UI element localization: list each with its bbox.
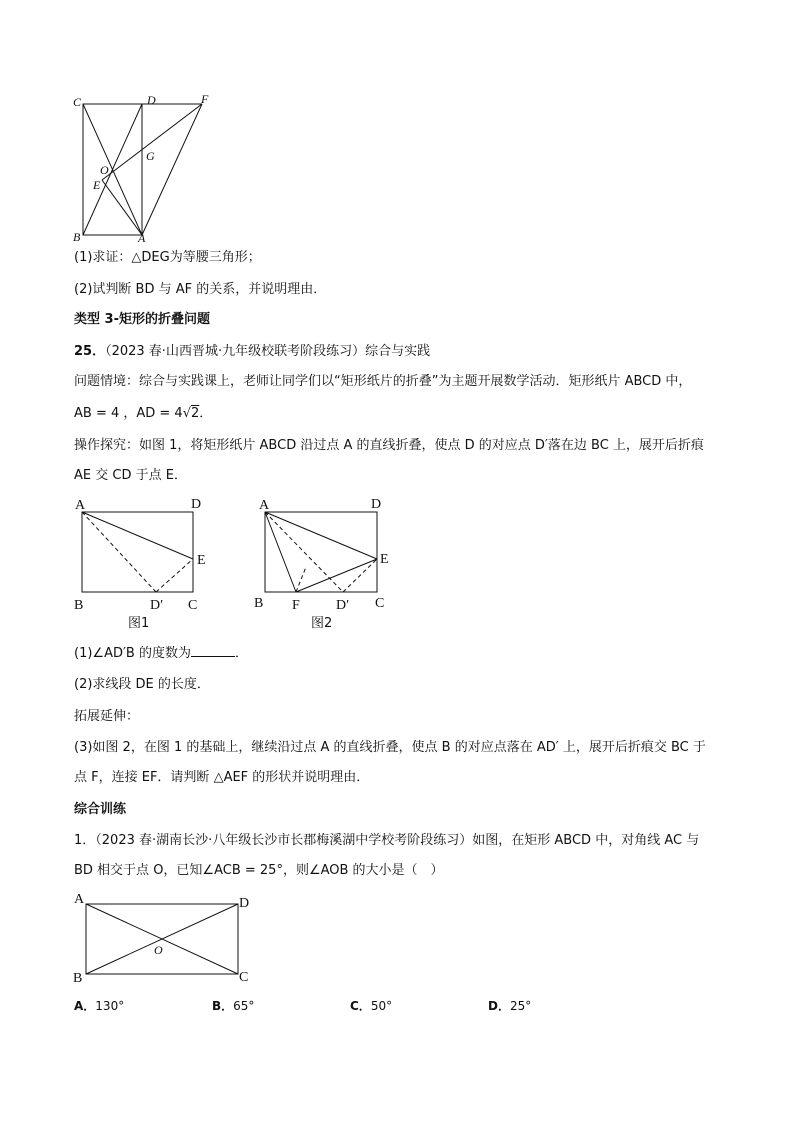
choice-a-value: 130°: [95, 999, 125, 1013]
q25-part1: [74, 644, 248, 663]
choice-a[interactable]: [74, 998, 124, 1014]
q25-situation-line2: [74, 405, 212, 423]
segment-fe: [102, 104, 202, 180]
label-a: A: [138, 231, 146, 244]
label-e: E: [197, 553, 206, 568]
segment-af: [142, 104, 202, 235]
q25-header: [74, 343, 430, 361]
q25-part1-text: (1)∠AD′B 的度数为: [74, 646, 191, 661]
dashed-d-prime-e: [343, 559, 377, 592]
label-c: C: [188, 598, 198, 613]
label-a: A: [74, 892, 85, 907]
label-c: C: [375, 596, 385, 611]
label-b: B: [74, 598, 84, 613]
fold-line-ae: [265, 512, 377, 559]
label-c: C: [239, 970, 249, 985]
q25-part3-line1: (3)如图 2，在图 1 的基础上，继续沿过点 A 的直线折叠，使点 B 的对应点落在 AD′ 上，展开后折痕交 BC 于: [74, 740, 706, 755]
label-b: B: [254, 596, 264, 611]
q25-source: （2023 春·山西晋城·九年级校联考阶段练习）综合与实践: [105, 344, 431, 359]
label-d-prime: D′: [336, 598, 350, 613]
choice-c-letter: C．: [350, 999, 371, 1013]
q25-part1-end: ．: [234, 646, 248, 661]
q25-period: ．: [199, 406, 213, 421]
dashed-ad-prime: [265, 512, 343, 592]
q25-situation-line1: 问题情境：综合与实践课上，老师让同学们以“矩形纸片的折叠”为主题开展数学活动．矩形纸片 ABCD 中，: [74, 374, 692, 389]
label-d: D: [191, 497, 202, 512]
choice-a-letter: A．: [74, 999, 96, 1013]
label-o: O: [100, 163, 109, 177]
q25-part2: (2)求线段 DE 的长度．: [74, 677, 210, 692]
figure-rectangle-diagonals: [70, 890, 260, 988]
figure-2-caption: 图2: [311, 616, 333, 631]
q25-number: 25．: [74, 344, 106, 359]
dashed-ad-prime: [82, 512, 156, 592]
choice-b[interactable]: [212, 998, 254, 1014]
label-d-prime: D′: [150, 598, 164, 613]
section-heading-type3: 类型 3-矩形的折叠问题: [74, 312, 210, 327]
choice-c[interactable]: [350, 998, 392, 1014]
q25-explore-line1: 操作探究：如图 1，将矩形纸片 ABCD 沿过点 A 的直线折叠，使点 D 的对应点 D′落在边 BC 上，展开后折痕: [74, 438, 704, 453]
label-f: F: [292, 598, 300, 613]
label-c: C: [73, 95, 82, 109]
choice-d-value: 25°: [509, 999, 532, 1013]
choice-d-letter: D．: [488, 999, 510, 1013]
choice-c-value: 50°: [370, 999, 393, 1013]
label-d: D: [147, 93, 156, 107]
q25-explore-line2: AE 交 CD 于点 E．: [74, 468, 187, 483]
q25-part3-line2: 点 F，连接 EF．请判断 △AEF 的形状并说明理由．: [74, 770, 370, 785]
figure-rectangle-abcd-with-af: [66, 92, 226, 244]
figure-2-fold: [250, 494, 400, 634]
label-e: E: [380, 552, 389, 567]
q25-given-lengths: AB = 4 ，AD = 4: [74, 406, 183, 421]
label-f: F: [201, 92, 209, 106]
label-e: E: [93, 178, 101, 192]
section-heading-comprehensive: 综合训练: [74, 802, 127, 817]
sqrt-radicand: 2: [191, 406, 200, 421]
label-b: B: [73, 230, 81, 244]
answer-blank[interactable]: [191, 644, 235, 657]
q24-part1: (1)求证：△DEG为等腰三角形；: [74, 250, 261, 265]
figure-1-caption: 图1: [128, 616, 150, 631]
label-g: G: [146, 149, 155, 163]
choice-d[interactable]: [488, 998, 531, 1014]
q1-line2: BD 相交于点 O，已知∠ACB = 25°，则∠AOB 的大小是（ ）: [74, 863, 444, 878]
q1-line1: 1．（2023 春·湖南长沙·八年级长沙市长郡梅溪湖中学校考阶段练习）如图，在矩形 ABCD 中，对角线 AC 与: [74, 833, 700, 848]
choice-b-letter: B．: [212, 999, 234, 1013]
choice-b-value: 65°: [233, 999, 255, 1013]
dashed-d-prime-e: [156, 559, 193, 592]
fold-line-ae: [82, 512, 193, 559]
q24-part2: (2)试判断 BD 与 AF 的关系，并说明理由．: [74, 282, 327, 297]
label-a: A: [259, 498, 270, 513]
label-b: B: [73, 971, 83, 986]
segment-ef: [296, 559, 377, 592]
sqrt-symbol: √: [182, 406, 192, 421]
label-d: D: [371, 497, 382, 512]
extend-heading: 拓展延伸：: [74, 709, 140, 724]
fold-line-af: [265, 512, 296, 592]
label-d: D: [239, 896, 250, 911]
label-a: A: [75, 498, 86, 513]
figure-1-fold: [70, 494, 220, 634]
label-o: O: [154, 943, 163, 957]
segment-ea: [102, 180, 142, 235]
